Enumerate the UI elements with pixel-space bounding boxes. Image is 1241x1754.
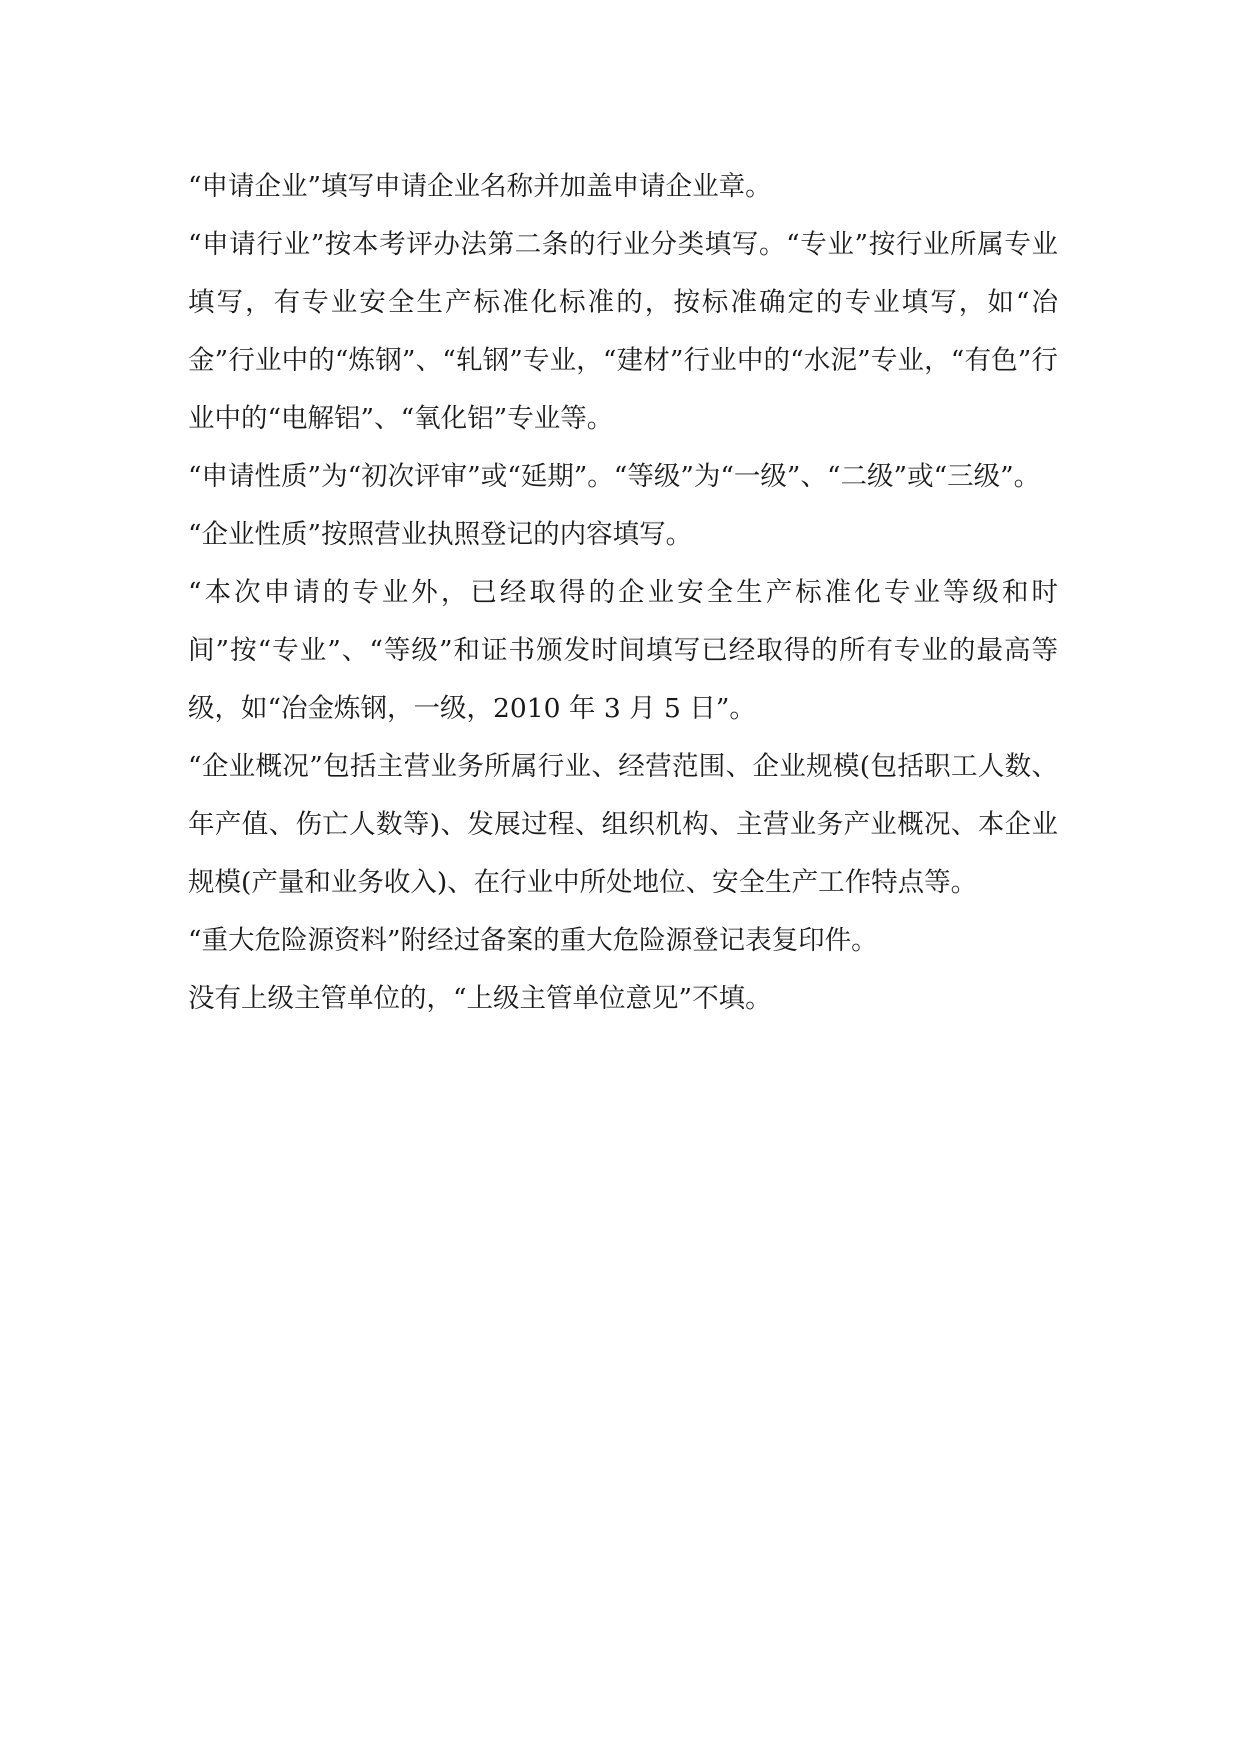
- paragraph-obtained-grades: “本次申请的专业外，已经取得的企业安全生产标准化专业等级和时间”按“专业”、“等级”和证书颁发时间填写已经取得的所有专业的最高等级，如“冶金炼钢，一级，2010 年 3 月 5 日”。: [188, 577, 1058, 724]
- paragraph-enterprise-overview: “企业概况”包括主营业务所属行业、经营范围、企业规模(包括职工人数、年产值、伤亡人数等)、发展过程、组织机构、主营业务产业概况、本企业规模(产量和业务收入)、在行业中所处地位、安全生产工作特点等。: [188, 751, 1058, 898]
- paragraph-major-hazard-data: “重大危险源资料”附经过备案的重大危险源登记表复印件。: [188, 925, 878, 956]
- instructions-body: [188, 158, 1058, 1028]
- paragraph-enterprise-nature: “企业性质”按照营业执照登记的内容填写。: [188, 519, 693, 550]
- paragraph-industry-specialty: “申请行业”按本考评办法第二条的行业分类填写。“专业”按行业所属专业填写，有专业安全生产标准化标准的，按标准确定的专业填写，如“冶金”行业中的“炼钢”、“轧钢”专业，“建材”行业中的“水泥”专业，“有色”行业中的“电解铝”、“氧化铝”专业等。: [188, 229, 1058, 434]
- paragraph-supervisor-opinion: 没有上级主管单位的，“上级主管单位意见”不填。: [188, 983, 772, 1014]
- paragraph-applicant-company: “申请企业”填写申请企业名称并加盖申请企业章。: [188, 171, 772, 202]
- paragraph-application-type-level: “申请性质”为“初次评审”或“延期”。“等级”为“一级”、“二级”或“三级”。: [188, 461, 1041, 492]
